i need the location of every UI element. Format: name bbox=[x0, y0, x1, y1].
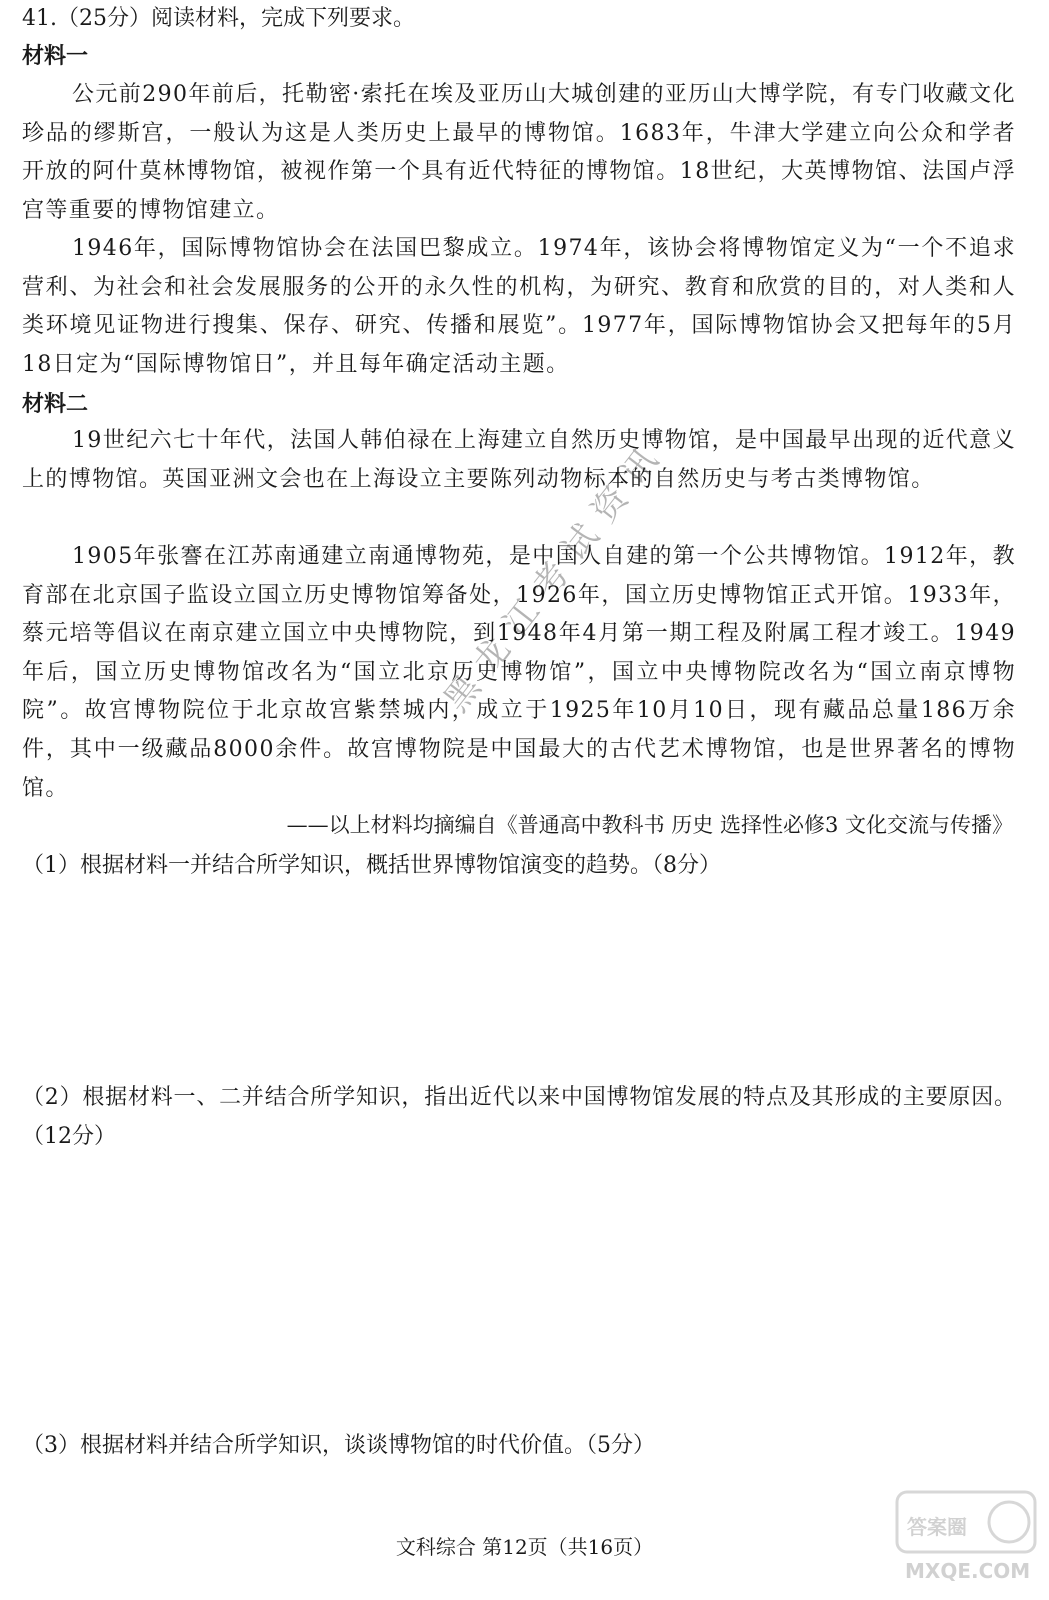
source-note: ——以上材料均摘编自《普通高中教科书 历史 选择性必修3 文化交流与传播》 bbox=[286, 813, 1013, 837]
question-header: 41.（25分）阅读材料，完成下列要求。 bbox=[22, 6, 415, 31]
material-1-paragraph-1: 公元前290年前后，托勒密·索托在埃及亚历山大城创建的亚历山大博学院，有专门收藏文化珍品的缪斯宫，一般认为这是人类历史上最早的博物馆。1683年，牛津大学建立向公众和学者开放的阿什莫林博物馆，被视作第一个具有近代特征的博物馆。18世纪，大英博物馆、法国卢浮宫等重要的博物馆建立。 bbox=[22, 82, 1016, 223]
page-footer: 文科综合 第12页（共16页） bbox=[395, 1535, 654, 1559]
material-2-title: 材料二 bbox=[22, 392, 89, 417]
answer-site-logo bbox=[891, 1488, 1041, 1588]
sub-question-1: （1）根据材料一并结合所学知识，概括世界博物馆演变的趋势。（8分） bbox=[22, 853, 721, 878]
logo-name: 答案圈 bbox=[907, 1515, 967, 1539]
sub-question-3: （3）根据材料并结合所学知识，谈谈博物馆的时代价值。（5分） bbox=[22, 1433, 655, 1458]
sub-question-2: （2）根据材料一、二并结合所学知识，指出近代以来中国博物馆发展的特点及其形成的主要原因。（12分） bbox=[22, 1085, 1016, 1149]
material-1-title: 材料一 bbox=[22, 44, 89, 69]
watermark: 黑龙江考试资讯 bbox=[436, 430, 675, 720]
material-1-paragraph-2: 1946年，国际博物馆协会在法国巴黎成立。1974年，该协会将博物馆定义为“一个不追求营利、为社会和社会发展服务的公开的永久性的机构，为研究、教育和欣赏的目的，对人类和人类环境见证物进行搜集、保存、研究、传播和展览”。1977年，国际博物馆协会又把每年的5月18日定为“国际博物馆日”，并且每年确定活动主题。 bbox=[22, 236, 1016, 377]
logo-domain: MXQE.COM bbox=[905, 1559, 1031, 1583]
material-2-paragraph-1: 19世纪六七十年代，法国人韩伯禄在上海建立自然历史博物馆，是中国最早出现的近代意义上的博物馆。英国亚洲文会也在上海设立主要陈列动物标本的自然历史与考古类博物馆。 bbox=[22, 428, 1016, 492]
material-2-paragraph-2: 1905年张謇在江苏南通建立南通博物苑，是中国人自建的第一个公共博物馆。1912年，教育部在北京国子监设立国立历史博物馆筹备处，1926年，国立历史博物馆正式开馆。1933年，蔡元培等倡议在南京建立国立中央博物院，到1948年4月第一期工程及附属工程才竣工。1949年后，国立历史博物馆改名为“国立北京历史博物馆”，国立中央博物院改名为“国立南京博物院”。故宫博物院位于北京故宫紫禁城内，成立于1925年10月10日，现有藏品总量186万余件，其中一级藏品8000余件。故宫博物院是中国最大的古代艺术博物馆，也是世界著名的博物馆。 bbox=[22, 544, 1016, 801]
